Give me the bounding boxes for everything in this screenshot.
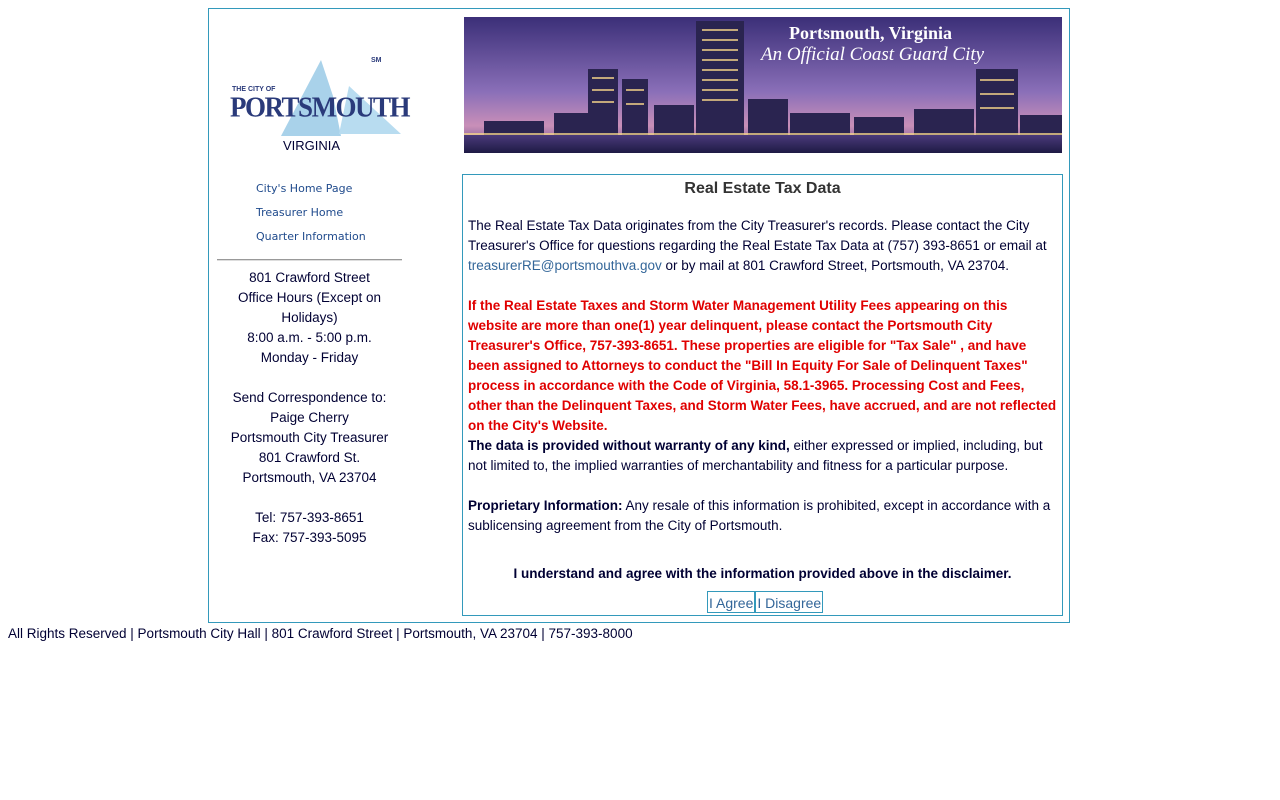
nav-quarter-information[interactable]: Quarter Information [256, 230, 366, 243]
hours-label-line2: Holidays) [281, 310, 338, 325]
intro-text-2: or by mail at 801 Crawford Street, Portsmouth, VA 23704. [661, 258, 1009, 273]
agree-button[interactable]: I Agree [707, 591, 755, 613]
treasurer-office: Portsmouth City Treasurer [230, 430, 389, 445]
mail-street: 801 Crawford St. [258, 450, 361, 465]
sidebar-nav [256, 181, 366, 253]
proprietary-text: Any resale of this information is prohibited, except in accordance with a sublicensing agreement from the City of Portsmouth. [468, 498, 1051, 533]
intro-text-1: The Real Estate Tax Data originates from the City Treasurer's records. Please contact the City Treasurer's Office for questions regarding the Real Estate Tax Data at (757) 393-8651 or email at [468, 218, 1047, 253]
office-days: Monday - Friday [260, 350, 359, 365]
city-logo [221, 56, 410, 156]
delinquent-warning: If the Real Estate Taxes and Storm Water Management Utility Fees appearing on this website are more than one(1) year delinquent, please contact the Portsmouth City Treasurer's Office, 757-393-8651. These properties are eligible for "Tax Sale" , and have been assigned to Attorneys to conduct the "Bill In Equity For Sale of Delinquent Taxes" process in accordance with the Code of Virginia, 58.1-3965. Processing Cost and Fees, other than the Delinquent Taxes, and Storm Water Fees, have accrued, and are not reflected on the City's Website. [468, 298, 1057, 433]
phone-number: Tel: 757-393-8651 [255, 510, 364, 525]
skyline-image [464, 17, 1062, 153]
fax-number: Fax: 757-393-5095 [252, 530, 367, 545]
hours-label-line1: Office Hours (Except on [237, 290, 382, 305]
mail-city: Portsmouth, VA 23704 [242, 470, 377, 485]
agreement-buttons [707, 591, 823, 613]
warranty-bold: The data is provided without warranty of any kind, [468, 438, 790, 453]
page-frame [208, 8, 1070, 623]
sidebar-divider [217, 259, 402, 261]
disclaimer-title: Real Estate Tax Data [684, 180, 841, 197]
nav-city-home[interactable]: City's Home Page [256, 182, 353, 195]
service-mark: SM [371, 57, 382, 64]
warranty-text: either expressed or implied, including, but not limited to, the implied warranties of merchantability and fitness for a particular purpose. [468, 438, 1043, 473]
logo-city-of: THE CITY OF [232, 86, 276, 93]
office-hours: 8:00 a.m. - 5:00 p.m. [247, 330, 372, 345]
disagree-button[interactable]: I Disagree [755, 591, 823, 613]
proprietary-paragraph [468, 496, 1060, 536]
treasurer-name: Paige Cherry [270, 410, 349, 425]
proprietary-bold: Proprietary Information: [468, 498, 623, 513]
agree-statement: I understand and agree with the information provided above in the disclaimer. [513, 566, 1012, 581]
page-footer: All Rights Reserved | Portsmouth City Hall | 801 Crawford Street | Portsmouth, VA 23704 | 757-393-8000 [8, 626, 633, 641]
logo-state: VIRGINIA [283, 138, 341, 153]
nav-treasurer-home[interactable]: Treasurer Home [256, 206, 344, 219]
logo-city-name: PORTSMOUTH [230, 91, 410, 123]
banner-subtitle: An Official Coast Guard City [761, 44, 985, 65]
disclaimer-box [462, 174, 1063, 616]
city-skyline-banner [464, 17, 1062, 153]
intro-paragraph [468, 216, 1060, 276]
banner-title: Portsmouth, Virginia [789, 23, 953, 43]
office-address: 801 Crawford Street [249, 270, 370, 285]
contact-info [217, 268, 402, 548]
email-link[interactable]: treasurerRE@portsmouthva.gov [468, 258, 662, 273]
warranty-paragraph [468, 436, 1060, 476]
correspondence-label: Send Correspondence to: [232, 390, 387, 405]
